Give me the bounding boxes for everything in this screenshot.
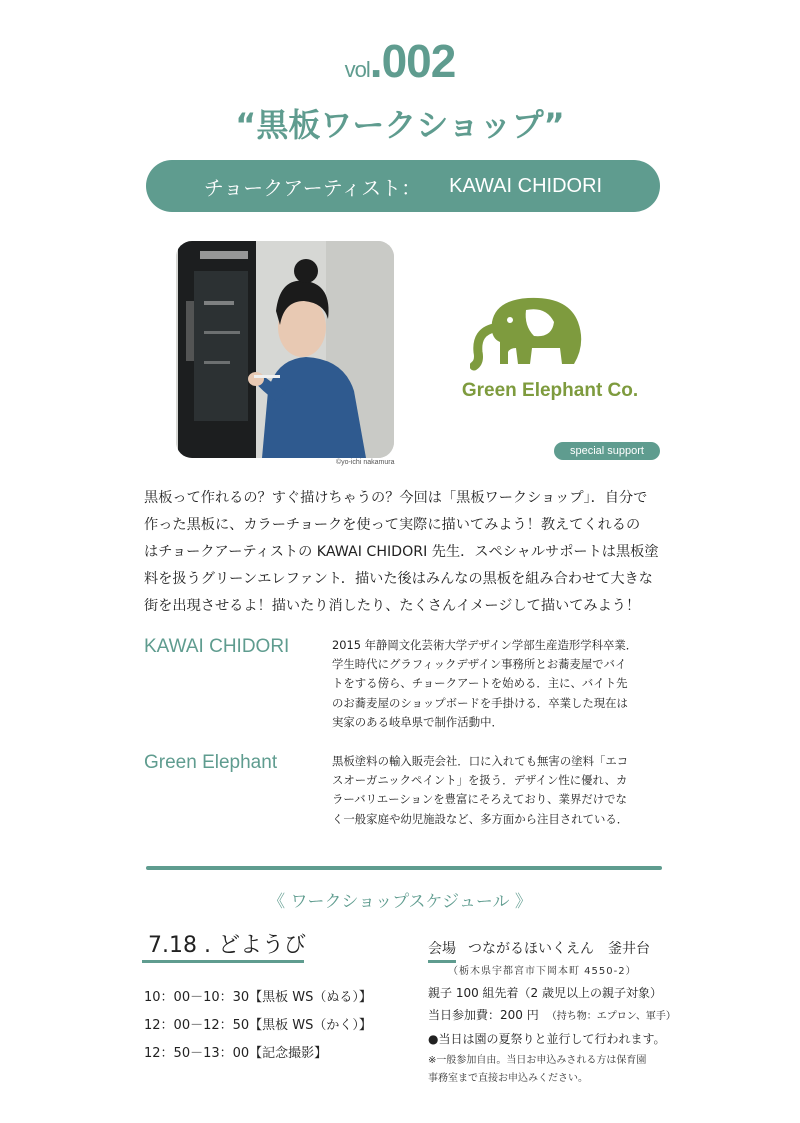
green-elephant-logo: [440, 292, 660, 412]
venue: [428, 938, 650, 963]
vol-prefix: vol: [344, 57, 370, 82]
registration-note: [428, 1052, 678, 1088]
banner-label: チョークアーティスト：: [203, 175, 422, 200]
capacity: 親子 100 組先着（2 歳児以上の親子対象）: [428, 986, 662, 1000]
profile-desc-kawai: [332, 636, 672, 732]
schedule-title: 《 ワークショップスケジュール 》: [268, 892, 532, 912]
venue-name: つながるほいくえん 釜井台: [468, 941, 650, 957]
time-slot: 12：50－13：00【記念撮影】: [144, 1046, 328, 1061]
venue-address: （栃木県宇都宮市下岡本町 4550-2）: [448, 966, 637, 977]
profile-line: トをする傍ら、チョークアートを始める．主に、バイト先: [332, 676, 628, 691]
profile-name-green-elephant: Green Elephant: [144, 752, 278, 773]
fee-line: [428, 1004, 676, 1028]
event-date: 7.18 . どようび: [148, 933, 306, 958]
note-line: 事務室まで直接お申込みください。: [428, 1073, 588, 1084]
profile-line: 学生時代にグラフィックデザイン事務所とお蕎麦屋でバイ: [332, 657, 627, 672]
profile-line: ラーバリエーションを豊富にそろえており、業界だけでな: [332, 792, 627, 807]
profile-desc-green-elephant: [332, 752, 672, 829]
festival-note: ●当日は園の夏祭りと並行して行われます。: [428, 1032, 666, 1046]
venue-label: 会場: [428, 938, 456, 963]
profile-name-kawai: KAWAI CHIDORI: [144, 636, 290, 657]
profile-line: 2015 年静岡文化芸術大学デザイン学部生産造形学科卒業．: [332, 638, 638, 652]
intro-line: 黒板って作れるの？すぐ描けちゃうの？今回は「黒板ワークショップ」．自分で: [144, 490, 648, 506]
artist-banner: [146, 160, 660, 212]
time-slot: 10：00－10：30【黒板 WS（ぬる）】: [144, 990, 372, 1005]
special-support-badge: special support: [554, 442, 660, 460]
profile-line: く一般家庭や幼児施設など、多方面から注目されている．: [332, 811, 629, 826]
logo-text: Green Elephant Co.: [461, 380, 639, 401]
items-to-bring: （持ち物：エプロン、軍手）: [546, 1011, 676, 1022]
intro-line: 街を出現させるよ！描いたり消したり、たくさんイメージして描いてみよう！: [144, 598, 641, 614]
note-line: ※一般参加自由。当日お申込みされる方は保育園: [428, 1055, 647, 1066]
section-divider: [146, 866, 662, 870]
volume-number: [0, 34, 800, 88]
intro-line: 作った黒板に、カラーチョークを使って実際に描いてみよう！教えてくれるの: [144, 517, 641, 533]
intro-line: はチョークアーティストの KAWAI CHIDORI 先生．スペシャルサポートは黒板塗: [144, 544, 659, 560]
vol-digits: .002: [369, 35, 456, 87]
elephant-icon: [470, 292, 590, 372]
profile-line: 実家のある岐阜県で制作活動中．: [332, 714, 503, 729]
time-slot: 12：00－12：50【黒板 WS（かく）】: [144, 1018, 372, 1033]
photo-credit: ©yo-ichi nakamura: [336, 459, 395, 466]
fee: 当日参加費：200 円: [428, 1008, 539, 1022]
artist-photo: [176, 241, 394, 458]
event-info: [428, 982, 676, 1050]
page-title: “黒板ワークショップ”: [235, 106, 565, 144]
time-schedule: [144, 984, 372, 1068]
banner-artist-name: KAWAI CHIDORI: [449, 174, 603, 197]
profile-line: 黒板塗料の輸入販売会社．口に入れても無害の塗料「エコ: [332, 754, 629, 768]
profile-line: のお蕎麦屋のショップボードを手掛ける．卒業した現在は: [332, 695, 628, 710]
profile-line: スオーガニックペイント」を扱う．デザイン性に優れ、カ: [332, 773, 628, 788]
date-underline: [142, 960, 304, 963]
intro-line: 料を扱うグリーンエレファント．描いた後はみんなの黒板を組み合わせて大きな: [144, 571, 653, 587]
intro-paragraph: [144, 485, 664, 620]
